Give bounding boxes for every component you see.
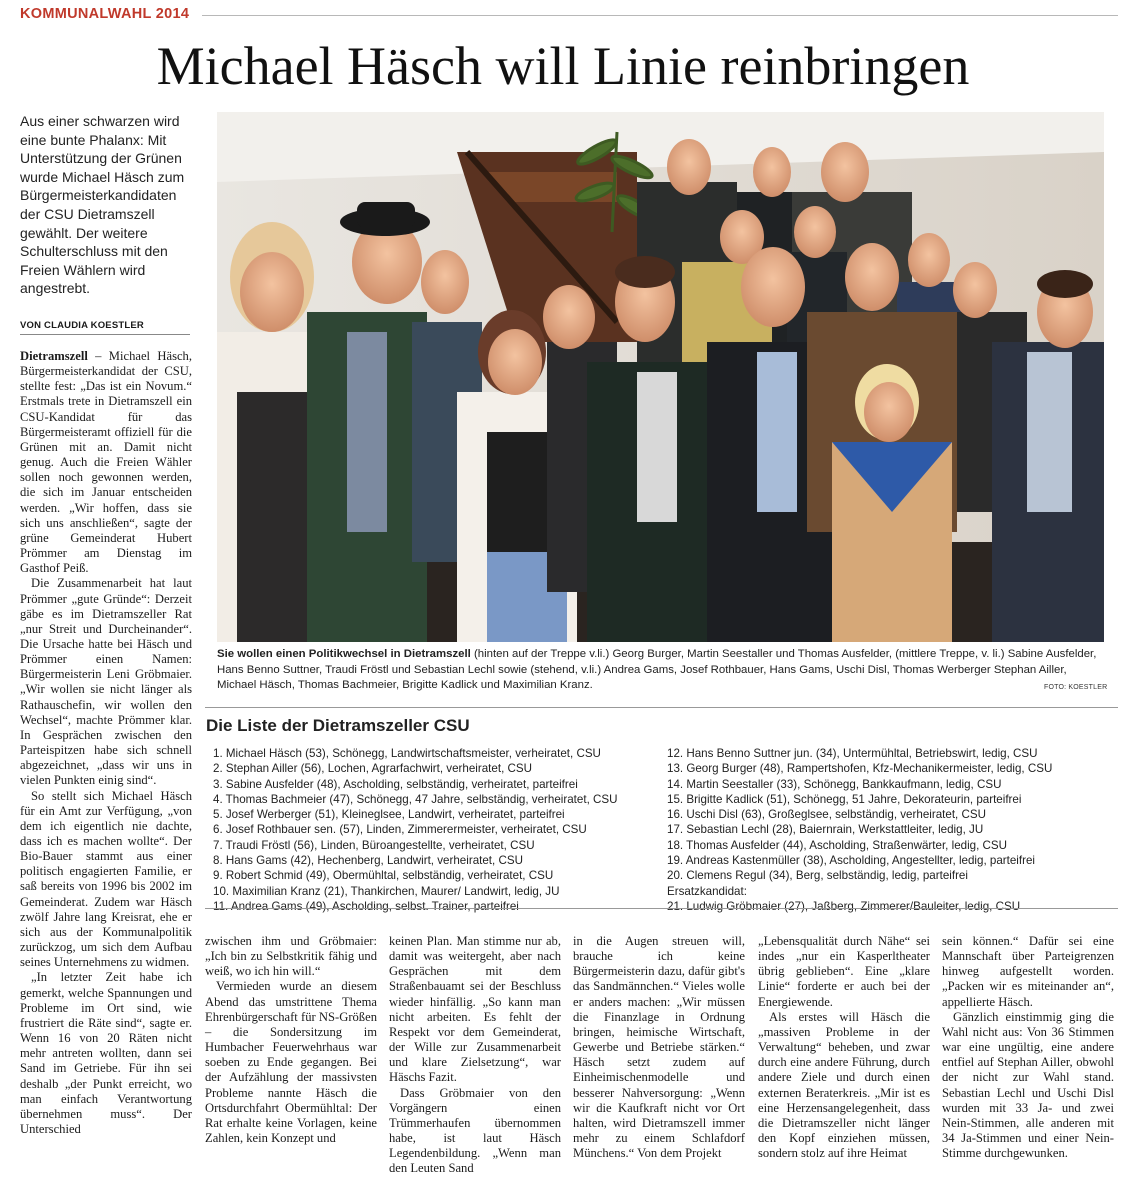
byline-rule (20, 334, 190, 335)
article-paragraph: So stellt sich Michael Häsch für ein Amt zur Verfügung, „von dem ich eigentlich nie dachte, dass ich es machen wollte“. Der Bio-Bauer stammt aus einer politisch engagierten Familie, er saß bereits von 1996 bis 2002 im Gemeinderat. Zudem war Häsch zwölf Jahre lang Kreisrat, ehe er sich aus der Kommunalpolitik zurückzog, um sich dem Aufbau seines Unternehmens zu widmen. (20, 788, 192, 970)
lead-paragraph: Aus einer schwarzen wird eine bunte Phalanx: Mit Unterstützung der Grünen wurde Michael Häsch zum Bürgermeisterkandidaten der CSU Dietramszell gewählt. Der weitere Schulterschluss mit den Freien Wählern wird angestrebt. (20, 113, 185, 297)
caption-lead: Sie wollen einen Politikwechsel in Dietramszell (217, 648, 471, 660)
article-paragraph: Dass Gröbmaier von den Vorgängern einen Trümmerhaufen übernommen habe, ist laut Häsch Legendenbildung. „Wenn man den Leuten Sand (389, 1085, 561, 1176)
list-item: 6. Josef Rothbauer sen. (57), Linden, Zimmerermeister, verheiratet, CSU (213, 823, 587, 837)
article-column-4 (573, 934, 745, 1161)
list-item: 4. Thomas Bachmeier (47), Schönegg, 47 Jahre, selbständig, verheiratet, CSU (213, 792, 618, 806)
article-column-6 (942, 934, 1114, 1161)
article-column-5 (758, 934, 930, 1161)
list-item: 3. Sabine Ausfelder (48), Ascholding, selbständig, verheiratet, parteifrei (213, 777, 578, 791)
list-item: Ersatzkandidat: (667, 884, 747, 898)
list-item: 7. Traudi Fröstl (56), Linden, Büroangestellte, verheiratet, CSU (213, 838, 535, 852)
group-photo-illustration (217, 112, 1104, 642)
article-column-1 (20, 349, 192, 1137)
article-paragraph: Vermieden wurde an diesem Abend das umstrittene Thema Ehrenbürgerschaft für NS-Größen – die Sondersitzung im Humbacher Feuerwehrhaus war soeben zu Ende gegangen. Bei der Aufzählung der massivsten Probleme nannte Häsch die Ortsdurchfahrt Obermühltal: Der Rat erhalte keine Vorlagen, keine Zahlen, kein Konzept und (205, 979, 377, 1146)
article-paragraph: Als erstes will Häsch die „massiven Probleme in der Verwaltung“ beheben, und zwar durch eine andere Führung, durch andere Ziele und durch einen externen Beraterkreis. „Mir ist es eine Herzensangelegenheit, dass die Dietramszeller nicht länger den Kopf einziehen müssen, sondern stolz auf ihre Heimat (758, 1009, 930, 1161)
list-item: 18. Thomas Ausfelder (44), Ascholding, Straßenwärter, ledig, CSU (667, 838, 1008, 852)
candidate-list-right (667, 746, 1107, 914)
kicker-rule (202, 15, 1118, 16)
group-photo (217, 112, 1104, 642)
candidate-list-left (213, 746, 653, 914)
list-rule-top (205, 707, 1118, 708)
article-paragraph: sein können.“ Dafür sei eine Mannschaft über Parteigrenzen hinweg aufgestellt worden. „Packen wir es miteinander an“, appellierte Häsch. (942, 934, 1114, 1009)
list-title: Die Liste der Dietramszeller CSU (206, 716, 470, 735)
article-paragraph: „Lebensqualität durch Nähe“ sei indes „nur ein Kasperltheater übrig geblieben“. Eine „klare Linie“ forderte er auch bei der Energiewende. (758, 934, 930, 1009)
list-item: 10. Maximilian Kranz (21), Thankirchen, Maurer/ Landwirt, ledig, JU (213, 884, 560, 898)
article-paragraph: „In letzter Zeit habe ich gemerkt, welche Spannungen und Probleme im Ort sind, wie frustriert die Räte sind“, sagte er. Wenn 16 von 20 Räten nicht mehr antreten wollten, dann sei Sand im Getriebe. Für ihn sei deshalb „der Punkt erreicht, wo man einfach Verantwortung übernehmen muss“. Der Unterschied (20, 970, 192, 1136)
article-paragraph: zwischen ihm und Gröbmaier: „Ich bin zu Selbstkritik fähig und weiß, wo ich hin will.“ (205, 934, 377, 979)
list-item: 15. Brigitte Kadlick (51), Schönegg, 51 Jahre, Dekorateurin, parteifrei (667, 792, 1022, 806)
list-item: 17. Sebastian Lechl (28), Baiernrain, Werkstattleiter, ledig, JU (667, 823, 984, 837)
article-paragraph: Die Zusammenarbeit hat laut Prömmer „gute Gründe“: Derzeit gäbe es im Dietramszeller Rat „nur Streit und Durcheinander“. Die Ursache hatte bei Häsch und Prömmer einen Namen: Bürgermeisterin Leni Gröbmaier. „Wir wollen sie nicht länger als Rathauschefin, wir wollen den Wechsel“, machte Prömmer klar. In Gesprächen zwischen den Parteispitzen habe sich schnell abgezeichnet, „dass wir uns in vielen Punkten einig sind“. (20, 576, 192, 788)
list-item: 12. Hans Benno Suttner jun. (34), Untermühltal, Betriebswirt, ledig, CSU (667, 747, 1038, 760)
article-paragraph: in die Augen streuen will, brauche ich keine Bürgermeisterin dazu, dafür gibt's das Sandmännchen.“ Vieles wolle er anders machen: „Wir müssen die Finanzlage in Ordnung bringen, heimische Wirtschaft, Gewerbe und Betriebe stärken.“ Häsch setzt zudem auf Einheimischenmodelle und besserer Nahversorgung: „Wenn wir die Kaufkraft nicht vor Ort halten, wird Dietramszell immer mehr zu einem Schlafdorf Münchens.“ Von dem Projekt (573, 934, 745, 1161)
article-column-2 (205, 934, 377, 1146)
list-rule-bottom (205, 908, 1118, 909)
list-item: 21. Ludwig Gröbmaier (27), Jaßberg, Zimmerer/Bauleiter, ledig, CSU (667, 899, 1021, 913)
list-item: 1. Michael Häsch (53), Schönegg, Landwirtschaftsmeister, verheiratet, CSU (213, 747, 601, 760)
section-kicker: KOMMUNALWAHL 2014 (20, 6, 190, 22)
caption-text: (hinten auf der Treppe v.li.) Georg Burger, Martin Seestaller und Thomas Ausfelder, (mittlere Treppe, v. li.) Sabine Ausfelder, Hans Benno Suttner, Traudi Fröstl und Sebastian Lechl sowie (stehend, v.li.) Andrea Gams, Josef Rothbauer, Hans Gams, Uschi Disl, Thomas Werberger Stephan Ailler, Michael Häsch, Thomas Bachmeier, Brigitte Kadlick und Maximilian Kranz. (217, 648, 1097, 691)
article-paragraph: Gänzlich einstimmig ging die Wahl nicht aus: Von 36 Stimmen war eine ungültig, eine andere entfiel auf Stephan Ailler, obwohl der nicht zur Wahl stand. Sebastian Lechl und Uschi Disl wurden mit 33 Ja- und zwei Nein-Stimmen, alle anderen mit 34 Ja-Stimmen und einer Nein-Stimme durchgewunken. (942, 1009, 1114, 1161)
dateline: Dietramszell (20, 349, 88, 363)
list-item: 11. Andrea Gams (49), Ascholding, selbst. Trainer, parteifrei (213, 899, 519, 913)
headline: Michael Häsch will Linie reinbringen (156, 36, 970, 96)
list-item: 2. Stephan Ailler (56), Lochen, Agrarfachwirt, verheiratet, CSU (213, 762, 532, 776)
article-text: – Michael Häsch, Bürgermeisterkandidat der CSU, stellte fest: „Das ist ein Novum.“ Erstmals trete in Dietramszell ein CSU-Kandidat für das Bürgermeisteramt offiziell für die Grünen mit an. Damit nicht genug. Auch die Freien Wähler sollen noch gewonnen werden, die sich im Januar entscheiden werden. „Wir hoffen, dass sie sich uns anschließen“, sagte der grüne Gemeinderat Hubert Prömmer am Dienstag im Gasthof Peiß. (20, 349, 192, 576)
article-paragraph: keinen Plan. Man stimme nur ab, damit was weitergeht, aber nach Gesprächen mit dem Straßenbauamt sei der Beschluss wieder hinfällig. „So kann man nicht arbeiten. Es fehlt der Respekt vor dem Gemeinderat, der Wille zur Zusammenarbeit und klare Zielsetzung“, war Häschs Fazit. (389, 934, 561, 1085)
list-item: 13. Georg Burger (48), Rampertshofen, Kfz-Mechanikermeister, ledig, CSU (667, 762, 1053, 776)
list-item: 16. Uschi Disl (63), Großeglsee, selbständig, verheiratet, CSU (667, 808, 986, 822)
photo-caption (217, 647, 1107, 694)
article-paragraph (20, 349, 192, 576)
list-item: 5. Josef Werberger (51), Kleineglsee, Landwirt, verheiratet, parteifrei (213, 808, 565, 822)
list-item: 9. Robert Schmid (49), Obermühltal, selbständig, verheiratet, CSU (213, 869, 554, 883)
photo-credit: FOTO: KOESTLER (1044, 684, 1108, 691)
list-item: 20. Clemens Regul (34), Berg, selbständig, ledig, parteifrei (667, 869, 968, 883)
list-item: 8. Hans Gams (42), Hechenberg, Landwirt, verheiratet, CSU (213, 854, 523, 868)
byline: VON CLAUDIA KOESTLER (20, 320, 144, 331)
list-item: 19. Andreas Kastenmüller (38), Ascholding, Angestellter, ledig, parteifrei (667, 854, 1035, 868)
list-item: 14. Martin Seestaller (33), Schönegg, Bankkaufmann, ledig, CSU (667, 777, 1002, 791)
article-column-3 (389, 934, 561, 1177)
